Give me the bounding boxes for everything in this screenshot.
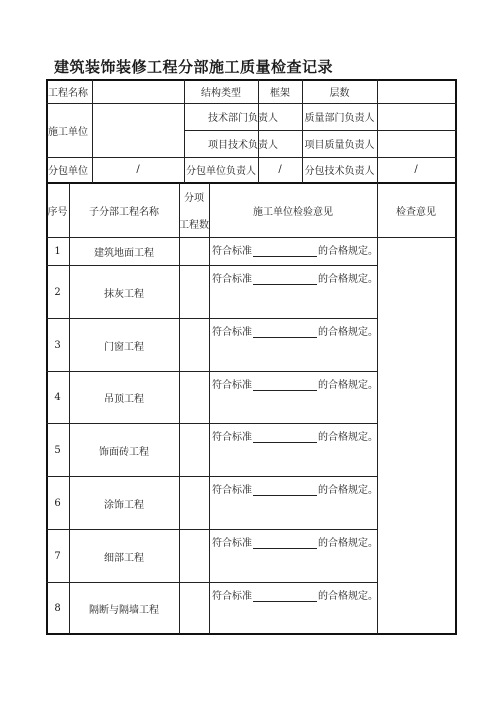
verdict-prefix: 符合标准 — [212, 246, 252, 257]
row-index: 2 — [54, 286, 61, 298]
standard-blank-field[interactable] — [253, 327, 317, 338]
row-sub-project-name: 吊顶工程 — [104, 394, 144, 405]
column-header-check-opinion: 检查意见 — [396, 206, 436, 218]
verdict-suffix: 的合格规定。 — [318, 327, 378, 338]
divider — [209, 183, 210, 634]
standard-blank-field[interactable] — [253, 538, 317, 549]
label-tech-dept-head: 技术部门负责人 — [208, 113, 278, 124]
row-sub-project-name: 门窗工程 — [104, 341, 144, 353]
label-project-quality-head: 项目质量负责人 — [304, 140, 375, 151]
label-subcontract-unit: 分包单位 — [48, 166, 88, 177]
page-title: 建筑装饰装修工程分部施工质量检查记录 — [54, 58, 334, 76]
row-item-count-field[interactable] — [180, 372, 209, 423]
row-sub-project-name: 抹灰工程 — [104, 288, 144, 300]
verdict-prefix: 符合标准 — [212, 538, 252, 549]
verdict-prefix: 符合标准 — [212, 432, 252, 443]
standard-blank-field[interactable] — [253, 485, 317, 496]
row-inspection-verdict — [212, 242, 378, 257]
row-item-count-field[interactable] — [180, 424, 209, 476]
row-sub-project-name: 建筑地面工程 — [94, 248, 154, 259]
verdict-suffix: 的合格规定。 — [318, 246, 378, 257]
row-inspection-verdict — [212, 270, 378, 285]
value-subcontract-head: / — [278, 164, 282, 175]
row-sub-project-name: 细部工程 — [104, 552, 144, 564]
row-index: 4 — [54, 392, 61, 403]
row-item-count-field[interactable] — [180, 238, 209, 265]
standard-blank-field[interactable] — [253, 591, 317, 602]
row-index: 7 — [54, 550, 61, 562]
row-index: 1 — [54, 246, 61, 257]
row-inspection-verdict — [212, 587, 378, 602]
row-item-count-field[interactable] — [180, 583, 209, 633]
verdict-suffix: 的合格规定。 — [318, 274, 378, 285]
row-inspection-verdict — [212, 323, 378, 338]
row-sub-project-name: 饰面砖工程 — [99, 446, 149, 458]
row-index: 8 — [54, 602, 61, 614]
verdict-suffix: 的合格规定。 — [318, 485, 378, 496]
label-construction-unit: 施工单位 — [48, 126, 88, 138]
verdict-prefix: 符合标准 — [212, 327, 252, 338]
value-subcontract-tech-head: / — [414, 164, 418, 175]
row-inspection-verdict — [212, 481, 378, 496]
border-right — [455, 79, 457, 635]
label-subcontract-tech-head: 分包技术负责人 — [304, 166, 375, 177]
column-header-index: 序号 — [47, 206, 68, 218]
verdict-suffix: 的合格规定。 — [318, 380, 378, 391]
standard-blank-field[interactable] — [253, 432, 317, 443]
standard-blank-field[interactable] — [253, 380, 317, 391]
standard-blank-field[interactable] — [253, 274, 317, 285]
standard-blank-field[interactable] — [253, 246, 317, 257]
value-structure-type: 框架 — [270, 87, 290, 99]
row-inspection-verdict — [212, 534, 378, 549]
label-subcontract-head: 分包单位负责人 — [186, 166, 256, 177]
row-index: 6 — [54, 497, 61, 509]
quality-check-form — [46, 79, 457, 635]
border-bottom — [46, 633, 457, 635]
verdict-suffix: 的合格规定。 — [318, 591, 378, 602]
column-header-item-count-top: 分项 — [184, 193, 204, 204]
row-item-count-field[interactable] — [180, 477, 209, 529]
verdict-suffix: 的合格规定。 — [318, 432, 378, 443]
row-inspection-verdict — [212, 376, 378, 391]
label-structure-type: 结构类型 — [201, 87, 241, 99]
label-quality-dept-head: 质量部门负责人 — [304, 113, 375, 124]
label-project-tech-head: 项目技术负责人 — [208, 140, 278, 151]
verdict-prefix: 符合标准 — [212, 485, 252, 496]
verdict-prefix: 符合标准 — [212, 274, 252, 285]
label-project-name: 工程名称 — [48, 87, 88, 99]
row-sub-project-name: 隔断与隔墙工程 — [89, 604, 159, 616]
row-sub-project-name: 涂饰工程 — [104, 499, 144, 511]
column-header-sub-project: 子分部工程名称 — [89, 206, 159, 218]
verdict-suffix: 的合格规定。 — [318, 538, 378, 549]
verdict-prefix: 符合标准 — [212, 591, 252, 602]
label-floors: 层数 — [329, 87, 350, 99]
row-index: 5 — [54, 444, 61, 456]
column-header-item-count-bottom: 工程数 — [179, 220, 209, 231]
row-item-count-field[interactable] — [180, 530, 209, 582]
column-header-inspection: 施工单位检验意见 — [253, 206, 333, 218]
row-item-count-field[interactable] — [180, 266, 209, 318]
row-item-count-field[interactable] — [180, 319, 209, 371]
row-inspection-verdict — [212, 428, 378, 443]
verdict-prefix: 符合标准 — [212, 380, 252, 391]
value-subcontract-unit: / — [136, 164, 140, 175]
row-index: 3 — [54, 339, 61, 351]
